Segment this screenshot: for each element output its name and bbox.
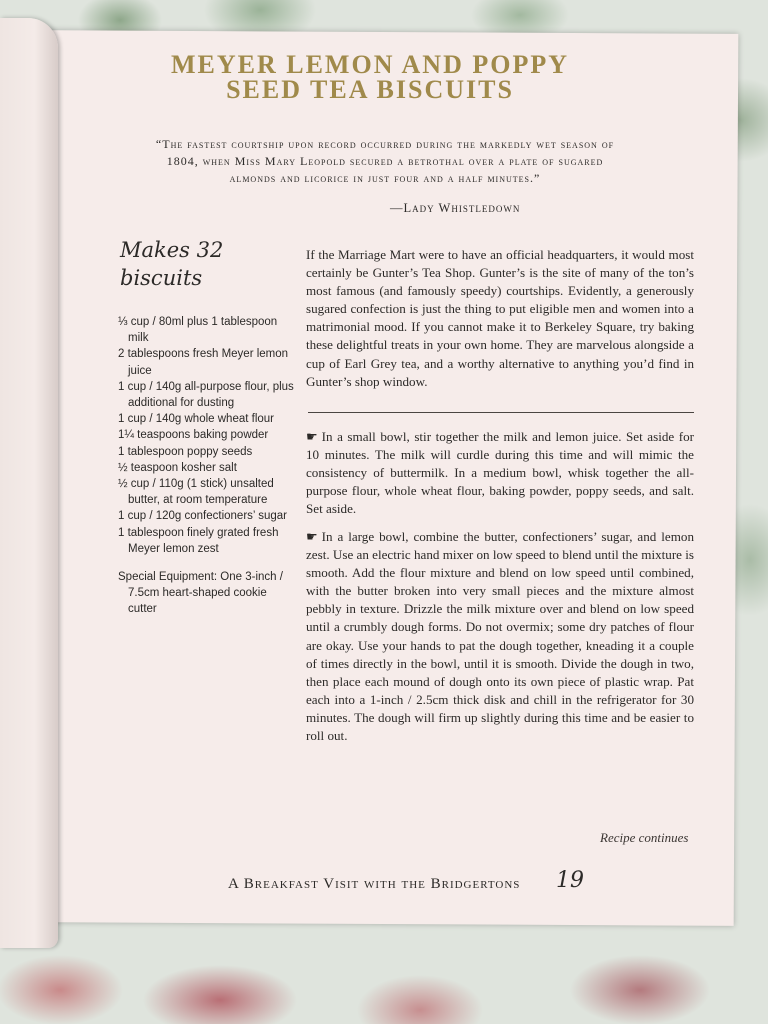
special-equipment: Special Equipment: One 3-inch / 7.5cm heart-shaped cookie cutter: [118, 571, 283, 616]
epigraph-attribution: —Lady Whistledown: [390, 201, 521, 215]
book-footer-title: A Breakfast Visit with the Bridgertons: [228, 876, 521, 892]
page-number: 19: [556, 868, 584, 893]
pointing-hand-icon: ☛: [306, 429, 318, 444]
step-text: In a large bowl, combine the butter, confectioners’ sugar, and lemon zest. Use an electric hand mixer on low speed to blend until the mixture is smooth. Add the flour mixture and blend on low speed until combined, with the butter broken into very small pieces and the mixture almost pebbly in texture. Drizzle the milk mixture over and blend on low speed until a crumbly dough forms. Do not overmix; some dry patches of flour are okay. Use your hands to pat the dough together, kneading it a couple of times directly in the bowl, until it is smooth. Divide the dough in two, then place each mound of dough onto its own piece of plastic wrap. Pat each into a 1-inch / 2.5cm thick disk and chill in the refrigerator for 30 minutes. The dough will firm up slightly during this time and be easier to roll out.: [306, 529, 694, 744]
recipe-yield-line1: Makes 32: [120, 238, 224, 262]
recipe-title-line1: MEYER LEMON AND POPPY: [170, 50, 570, 79]
section-divider: [308, 412, 694, 413]
recipe-continues-note: Recipe continues: [600, 830, 689, 845]
recipe-title: [70, 52, 670, 102]
epigraph-quote: “The fastest courtship upon record occurred during the markedly wet season of 1804, when Miss Mary Leopold secured a betrothal over a plate of sugared almonds and licorice in just four and a half minutes.”: [155, 137, 615, 185]
step-text: In a small bowl, stir together the milk and lemon juice. Set aside for 10 minutes. The milk will curdle during this time and will mimic the consistency of buttermilk. In a medium bowl, whisk together the all-purpose flour, whole wheat flour, baking powder, poppy seeds, and salt. Set aside.: [306, 429, 694, 517]
recipe-yield-line2: biscuits: [120, 266, 203, 290]
ingredient-list: [118, 314, 298, 618]
ingredient-item: 1 cup / 140g all-purpose flour, plus additional for dusting: [118, 380, 294, 410]
ingredient-item: ½ teaspoon kosher salt: [118, 461, 237, 474]
ingredient-item: 1 tablespoon finely grated fresh Meyer lemon zest: [118, 526, 279, 555]
recipe-step-1: [306, 428, 694, 518]
ingredient-item: ⅓ cup / 80ml plus 1 tablespoon milk: [118, 316, 278, 345]
ingredient-item: 1 tablespoon poppy seeds: [118, 445, 253, 458]
ingredient-item: ½ cup / 110g (1 stick) unsalted butter, at room temperature: [118, 478, 274, 507]
ingredient-item: 1 cup / 120g confectioners’ sugar: [118, 510, 287, 523]
ingredient-item: 1 cup / 140g whole wheat flour: [118, 413, 274, 426]
recipe-yield: [120, 236, 270, 292]
recipe-introduction: If the Marriage Mart were to have an official headquarters, it would most certainly be Gunter’s Tea Shop. Gunter’s is the site of many of the ton’s most famous (and famously speedy) courtships. Evidently, a generously sugared confection is just the thing to put eligible men and women into a matrimonial mood. If you cannot make it to Berkeley Square, try baking these delightful treats in your own home. They are marvelous alongside a cup of Earl Grey tea, and a worthy alternative to anything you’d find in Gunter’s shop window.: [306, 247, 694, 389]
recipe-step-2: [306, 528, 694, 745]
ingredient-item: 2 tablespoons fresh Meyer lemon juice: [118, 348, 289, 377]
ingredient-item: 1¼ teaspoons baking powder: [118, 429, 269, 442]
recipe-title-line2: SEED TEA BISCUITS: [226, 75, 514, 104]
left-page-curl: [0, 18, 58, 948]
pointing-hand-icon: ☛: [306, 529, 318, 544]
